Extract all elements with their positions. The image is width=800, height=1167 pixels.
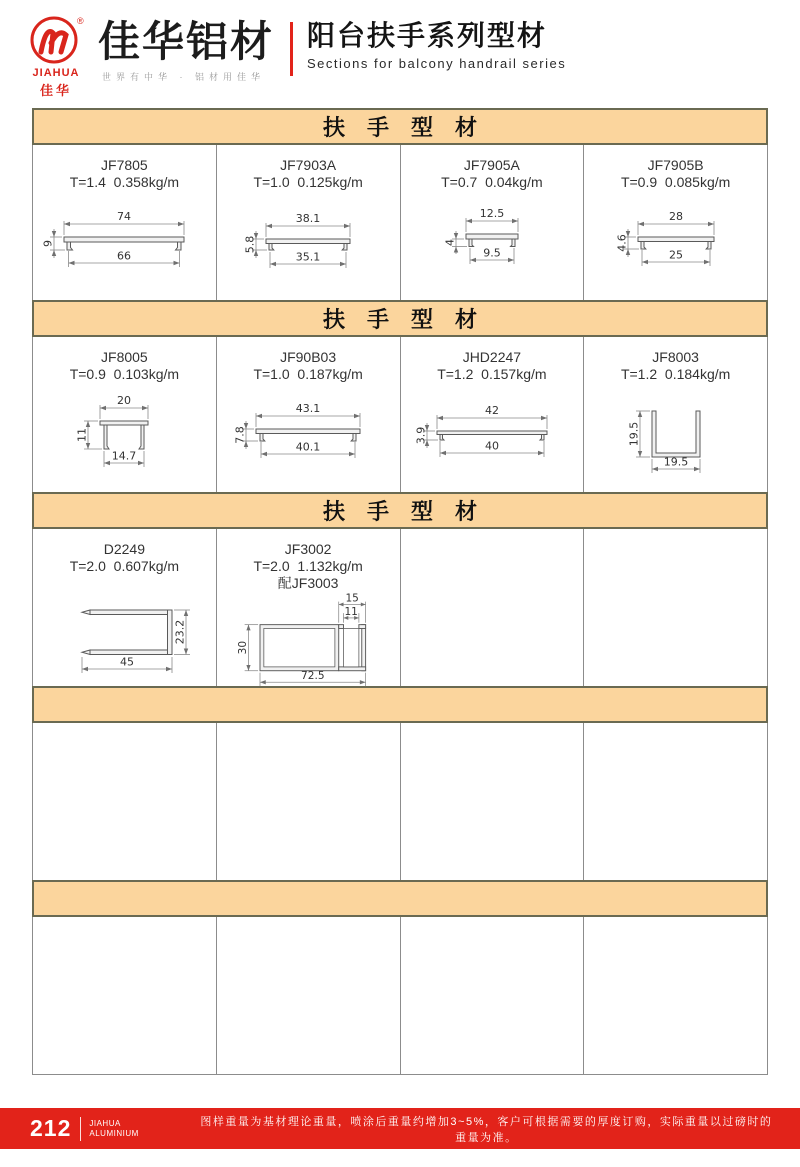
profile-spec: T=1.2 0.157kg/m (437, 366, 547, 382)
profile-row-5 (32, 917, 768, 1075)
dim-top: 42 (484, 404, 499, 417)
page-header (24, 12, 776, 98)
footer-brand-line1: JIAHUA (89, 1118, 121, 1128)
profile-drawing-jf8003 (586, 383, 766, 479)
profile-catalog-table (32, 108, 768, 1075)
profile-spec: T=2.0 1.132kg/m (253, 558, 363, 574)
profile-code: JF3002 (284, 541, 332, 557)
page-subtitle: Sections for balcony handrail series (307, 56, 567, 71)
profile-code: JF8003 (652, 349, 699, 365)
profile-row-2 (32, 337, 768, 492)
profile-drawing-jhd2247 (402, 383, 582, 479)
dim-bottom: 72.5 (301, 669, 325, 682)
footer-note: 图样重量为基材理论重量，喷涂后重量约增加3~5%，客户可根据需要的厚度订购，实际重量以过磅时的重量为准。 (200, 1115, 773, 1144)
profile-spec: T=1.4 0.358kg/m (69, 174, 180, 190)
profile-code: JF7903A (280, 157, 337, 173)
page-footer (0, 1108, 800, 1149)
company-logo (24, 14, 88, 99)
profile-cell-empty (583, 529, 767, 686)
profile-code: D2249 (103, 541, 145, 557)
footer-brand (89, 1119, 138, 1139)
company-slogan: 世界有中华 · 铝材用佳华 (102, 72, 265, 82)
profile-cell-empty (216, 723, 400, 880)
dim-side: 7.8 (233, 426, 247, 444)
profile-drawing-jf8005 (34, 383, 214, 479)
dim-side: 4 (443, 239, 457, 246)
profile-cell-jf7905a (400, 145, 584, 300)
dim-bottom: 40 (484, 439, 499, 453)
dim-top: 38.1 (295, 212, 321, 225)
dim-side: 19.5 (627, 421, 641, 447)
page-title: 阳台扶手系列型材 (307, 20, 548, 51)
dim-side: 23.2 (173, 619, 187, 645)
profile-drawing-jf3002 (218, 592, 398, 688)
footer-divider (80, 1117, 81, 1141)
profile-cell-jf7805 (33, 145, 216, 300)
profile-drawing-jf7905b (586, 191, 766, 287)
profile-cell-empty (33, 917, 216, 1074)
profile-cell-empty (400, 917, 584, 1074)
profile-cell-d2249 (33, 529, 216, 686)
profile-cell-empty (216, 917, 400, 1074)
profile-spec: T=1.0 0.187kg/m (253, 366, 363, 382)
dim-bottom: 19.5 (663, 455, 688, 469)
profile-cell-empty (583, 917, 767, 1074)
profile-spec: T=0.9 0.103kg/m (69, 366, 180, 382)
dim-bottom: 40.1 (295, 440, 321, 454)
section-header-4 (32, 686, 768, 723)
dim-side: 3.9 (414, 426, 428, 445)
dim-top: 43.1 (295, 402, 321, 415)
profile-cell-empty (33, 723, 216, 880)
profile-spec: T=0.9 0.085kg/m (620, 174, 731, 190)
dim-side: 9 (41, 240, 55, 247)
brand-name-cn: 佳华 (39, 83, 72, 98)
header-divider (290, 22, 293, 76)
brand-name-en: JIAHUA (32, 67, 80, 79)
dim-side: 4.6 (615, 234, 629, 252)
dim-side: 5.8 (243, 235, 257, 254)
dim-side: 30 (237, 640, 250, 655)
profile-code: JF7905A (463, 157, 520, 173)
profile-drawing-jf7805 (34, 191, 214, 287)
dim-bottom: 25 (668, 248, 683, 262)
profile-drawing-jf90b03 (218, 383, 398, 479)
dim-bottom: 35.1 (295, 250, 321, 264)
profile-code: JF7805 (101, 157, 148, 173)
dim-side: 11 (75, 428, 89, 442)
profile-code: JF8005 (101, 349, 148, 365)
jiahua-emblem-icon (28, 14, 84, 66)
profile-cell-jf8003 (583, 337, 767, 492)
profile-cell-jf7905b (583, 145, 767, 300)
dim-bottom: 14.7 (112, 449, 137, 463)
dim-top: 74 (117, 210, 132, 223)
dim-bottom: 66 (117, 249, 132, 263)
section-header-2: 扶手型材 (32, 300, 768, 337)
registered-mark: ® (77, 16, 84, 26)
profile-row-4 (32, 723, 768, 880)
dim-top: 12.5 (479, 207, 505, 220)
profile-spec: T=2.0 0.607kg/m (69, 558, 180, 574)
dim-slot-inner: 11 (344, 606, 359, 619)
profile-cell-jf3002 (216, 529, 400, 686)
dim-slot-outer: 15 (345, 592, 359, 605)
profile-code: JHD2247 (462, 349, 522, 365)
dim-bottom: 45 (120, 655, 135, 669)
dim-top: 20 (117, 394, 132, 407)
footer-brand-line2: ALUMINIUM (89, 1128, 139, 1138)
section-header-1: 扶手型材 (32, 108, 768, 145)
profile-spec: T=0.7 0.04kg/m (441, 174, 543, 190)
profile-row-3 (32, 529, 768, 686)
profile-drawing-jf7903a (218, 191, 398, 287)
dim-top: 28 (668, 210, 683, 223)
profile-spec: T=1.0 0.125kg/m (253, 174, 363, 190)
section-header-5 (32, 880, 768, 917)
profile-spec: T=1.2 0.184kg/m (620, 366, 731, 382)
profile-pair-note: 配JF3003 (277, 575, 339, 591)
profile-cell-jf7903a (216, 145, 400, 300)
profile-code: JF7905B (647, 157, 704, 173)
profile-cell-empty (583, 723, 767, 880)
page-number: 212 (30, 1115, 72, 1141)
profile-cell-empty (400, 723, 584, 880)
section-header-3: 扶手型材 (32, 492, 768, 529)
profile-drawing-d2249 (34, 575, 214, 685)
profile-cell-jf90b03 (216, 337, 400, 492)
dim-bottom: 9.5 (483, 246, 501, 260)
profile-code: JF90B03 (280, 349, 337, 365)
profile-cell-jf8005 (33, 337, 216, 492)
profile-row-1 (32, 145, 768, 300)
profile-cell-jhd2247 (400, 337, 584, 492)
profile-cell-empty (400, 529, 584, 686)
company-name: 佳华铝材 (98, 18, 275, 65)
profile-drawing-jf7905a (402, 191, 582, 287)
